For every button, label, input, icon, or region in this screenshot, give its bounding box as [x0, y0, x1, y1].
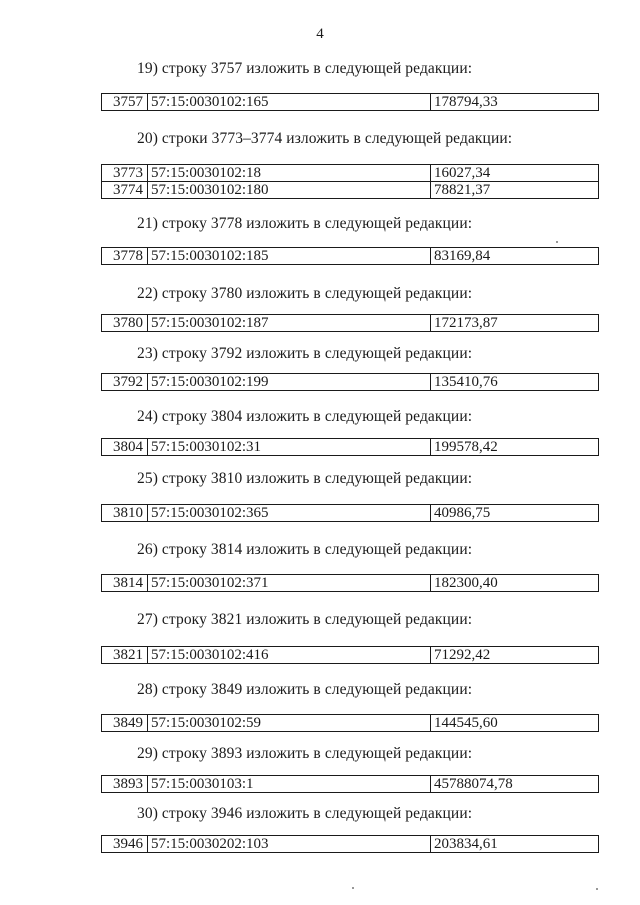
amendment-table	[101, 646, 599, 664]
section-heading: 29) строку 3893 изложить в следующей редакции:	[137, 745, 473, 762]
section-heading: 25) строку 3810 изложить в следующей редакции:	[137, 470, 473, 487]
table-row	[102, 248, 599, 265]
row-number-cell: 3804	[102, 439, 148, 456]
row-number-cell: 3774	[102, 182, 148, 199]
section-heading: 20) строки 3773–3774 изложить в следующей редакции:	[137, 130, 513, 147]
scan-speck	[596, 888, 598, 890]
amendment-table	[101, 775, 599, 793]
value-cell: 172173,87	[431, 315, 599, 332]
cadastral-number-cell: 57:15:0030102:185	[148, 248, 431, 265]
cadastral-number-cell: 57:15:0030202:103	[148, 836, 431, 853]
row-number-cell: 3814	[102, 575, 148, 592]
value-cell: 78821,37	[431, 182, 599, 199]
section-heading: 26) строку 3814 изложить в следующей редакции:	[137, 541, 473, 558]
value-cell: 40986,75	[431, 505, 599, 522]
cadastral-number-cell: 57:15:0030102:59	[148, 715, 431, 732]
value-cell: 144545,60	[431, 715, 599, 732]
value-cell: 199578,42	[431, 439, 599, 456]
table-row	[102, 315, 599, 332]
amendment-table	[101, 314, 599, 332]
section-heading: 21) строку 3778 изложить в следующей редакции:	[137, 215, 473, 232]
amendment-table	[101, 373, 599, 391]
row-number-cell: 3773	[102, 165, 148, 182]
section-heading: 22) строку 3780 изложить в следующей редакции:	[137, 285, 473, 302]
section-heading: 19) строку 3757 изложить в следующей редакции:	[137, 60, 473, 77]
cadastral-number-cell: 57:15:0030102:199	[148, 374, 431, 391]
row-number-cell: 3778	[102, 248, 148, 265]
cadastral-number-cell: 57:15:0030102:180	[148, 182, 431, 199]
value-cell: 203834,61	[431, 836, 599, 853]
value-cell: 135410,76	[431, 374, 599, 391]
amendment-table	[101, 504, 599, 522]
cadastral-number-cell: 57:15:0030103:1	[148, 776, 431, 793]
value-cell: 182300,40	[431, 575, 599, 592]
amendment-table	[101, 835, 599, 853]
cadastral-number-cell: 57:15:0030102:165	[148, 94, 431, 111]
value-cell: 45788074,78	[431, 776, 599, 793]
amendment-table	[101, 714, 599, 732]
value-cell: 83169,84	[431, 248, 599, 265]
table-row	[102, 575, 599, 592]
row-number-cell: 3946	[102, 836, 148, 853]
section-heading: 23) строку 3792 изложить в следующей редакции:	[137, 345, 473, 362]
scan-speck	[352, 887, 354, 889]
row-number-cell: 3810	[102, 505, 148, 522]
table-row	[102, 715, 599, 732]
value-cell: 16027,34	[431, 165, 599, 182]
amendment-table	[101, 247, 599, 265]
table-row	[102, 836, 599, 853]
table-row	[102, 374, 599, 391]
table-row	[102, 776, 599, 793]
section-heading: 30) строку 3946 изложить в следующей редакции:	[137, 805, 473, 822]
row-number-cell: 3849	[102, 715, 148, 732]
amendment-table	[101, 93, 599, 111]
page-number: 4	[316, 26, 324, 42]
row-number-cell: 3893	[102, 776, 148, 793]
cadastral-number-cell: 57:15:0030102:365	[148, 505, 431, 522]
amendment-table	[101, 438, 599, 456]
cadastral-number-cell: 57:15:0030102:371	[148, 575, 431, 592]
cadastral-number-cell: 57:15:0030102:416	[148, 647, 431, 664]
table-row	[102, 439, 599, 456]
section-heading: 28) строку 3849 изложить в следующей редакции:	[137, 681, 473, 698]
cadastral-number-cell: 57:15:0030102:187	[148, 315, 431, 332]
table-row	[102, 165, 599, 182]
section-heading: 27) строку 3821 изложить в следующей редакции:	[137, 611, 473, 628]
value-cell: 178794,33	[431, 94, 599, 111]
value-cell: 71292,42	[431, 647, 599, 664]
table-row	[102, 647, 599, 664]
cadastral-number-cell: 57:15:0030102:31	[148, 439, 431, 456]
row-number-cell: 3757	[102, 94, 148, 111]
amendment-table	[101, 164, 599, 199]
scan-speck	[556, 241, 558, 243]
row-number-cell: 3792	[102, 374, 148, 391]
table-row	[102, 182, 599, 199]
table-row	[102, 505, 599, 522]
section-heading: 24) строку 3804 изложить в следующей редакции:	[137, 408, 473, 425]
row-number-cell: 3821	[102, 647, 148, 664]
table-row	[102, 94, 599, 111]
cadastral-number-cell: 57:15:0030102:18	[148, 165, 431, 182]
amendment-table	[101, 574, 599, 592]
row-number-cell: 3780	[102, 315, 148, 332]
